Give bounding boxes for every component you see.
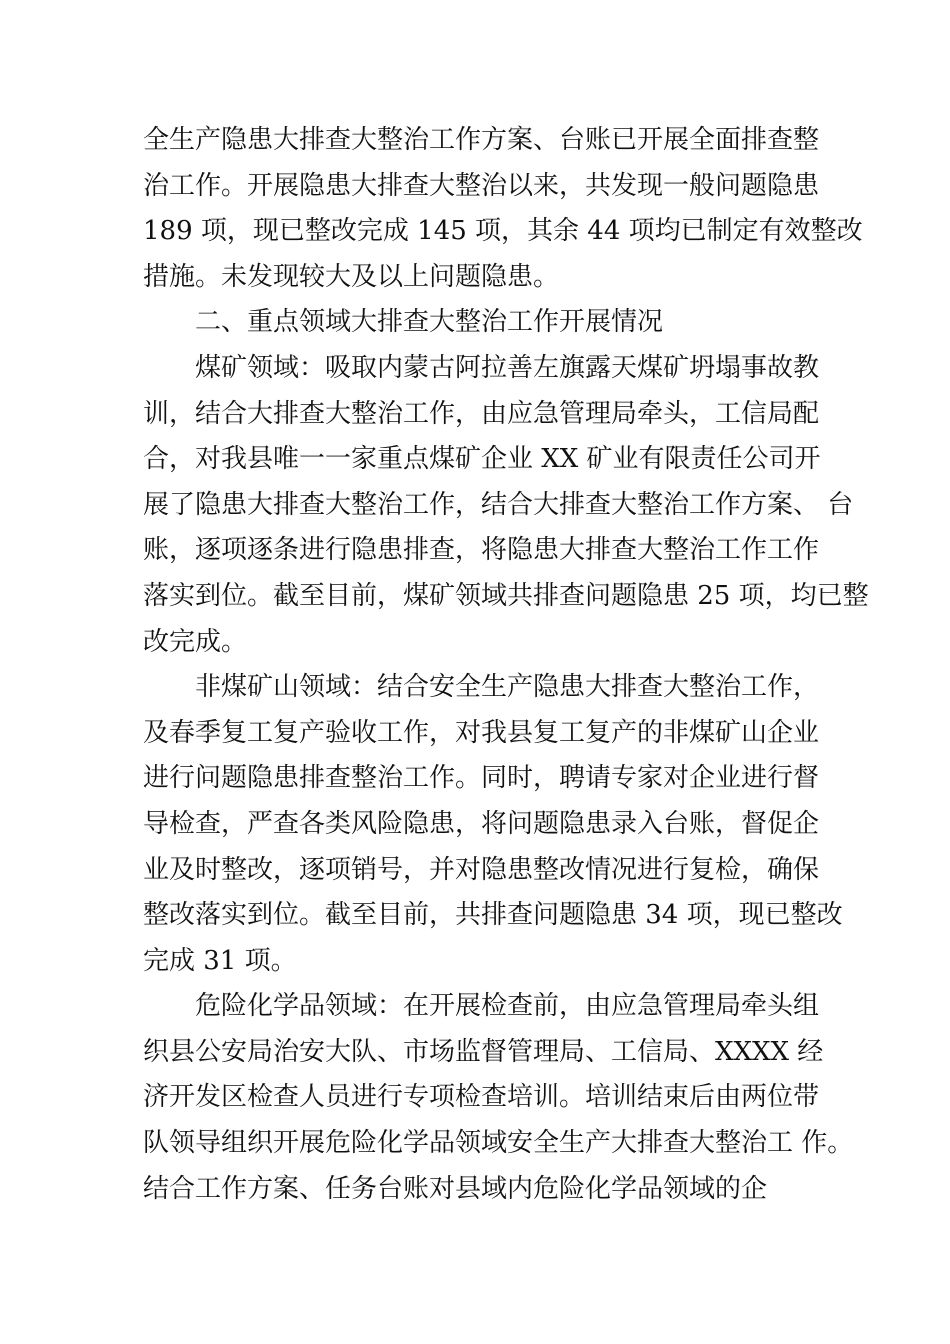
text-line: 措施。未发现较大及以上问题隐患。 bbox=[143, 261, 560, 292]
text-line: 治工作。开展隐患大排查大整治以来，共发现一般问题隐患 bbox=[143, 170, 820, 201]
text-line: 队领导组织开展危险化学品领域安全生产大排查大整治工 作。 bbox=[143, 1128, 854, 1159]
text-line: 账，逐项逐条进行隐患排查，将隐患大排查大整治工作工作 bbox=[143, 535, 820, 566]
text-line: 煤矿领域：吸取内蒙古阿拉善左旗露天煤矿坍塌事故教 bbox=[195, 352, 820, 383]
section-heading bbox=[143, 300, 823, 346]
text-line: 改完成。 bbox=[143, 626, 248, 657]
paragraph-intro-continued bbox=[143, 118, 863, 300]
paragraph-coal-mine bbox=[143, 346, 869, 665]
text-line: 整改落实到位。截至目前，共排查问题隐患 34 项，现已整改 bbox=[143, 900, 843, 931]
text-line: 合，对我县唯一一家重点煤矿企业 XX 矿业有限责任公司开 bbox=[143, 444, 821, 475]
text-line: 展了隐患大排查大整治工作，结合大排查大整治工作方案、 台 bbox=[143, 489, 854, 520]
paragraph-non-coal-mine bbox=[143, 665, 843, 984]
text-line: 全生产隐患大排查大整治工作方案、台账已开展全面排查整 bbox=[143, 125, 820, 155]
text-line: 189 项，现已整改完成 145 项，其余 44 项均已制定有效整改 bbox=[143, 216, 863, 247]
text-line: 导检查，严查各类风险隐患，将问题隐患录入台账，督促企 bbox=[143, 808, 820, 839]
text-line: 织县公安局治安大队、市场监督管理局、工信局、XXXX 经 bbox=[143, 1036, 824, 1067]
text-line: 危险化学品领域：在开展检查前，由应急管理局牵头组 bbox=[195, 991, 820, 1022]
text-line: 完成 31 项。 bbox=[143, 945, 297, 976]
text-line: 及春季复工复产验收工作，对我县复工复产的非煤矿山企业 bbox=[143, 717, 820, 748]
text-line: 结合工作方案、任务台账对县域内危险化学品领域的企 bbox=[143, 1173, 768, 1204]
section-heading-text: 二、重点领域大排查大整治工作开展情况 bbox=[195, 307, 664, 338]
text-line: 落实到位。截至目前，煤矿领域共排查问题隐患 25 项，均已整 bbox=[143, 580, 869, 611]
document-body bbox=[143, 118, 869, 1212]
text-line: 济开发区检查人员进行专项检查培训。培训结束后由两位带 bbox=[143, 1082, 820, 1113]
text-line: 业及时整改，逐项销号，并对隐患整改情况进行复检，确保 bbox=[143, 854, 820, 885]
text-line: 非煤矿山领域：结合安全生产隐患大排查大整治工作， bbox=[195, 672, 820, 703]
text-line: 训，结合大排查大整治工作，由应急管理局牵头，工信局配 bbox=[143, 398, 820, 429]
text-line: 进行问题隐患排查整治工作。同时，聘请专家对企业进行督 bbox=[143, 763, 820, 794]
paragraph-hazardous-chemicals bbox=[143, 984, 854, 1212]
